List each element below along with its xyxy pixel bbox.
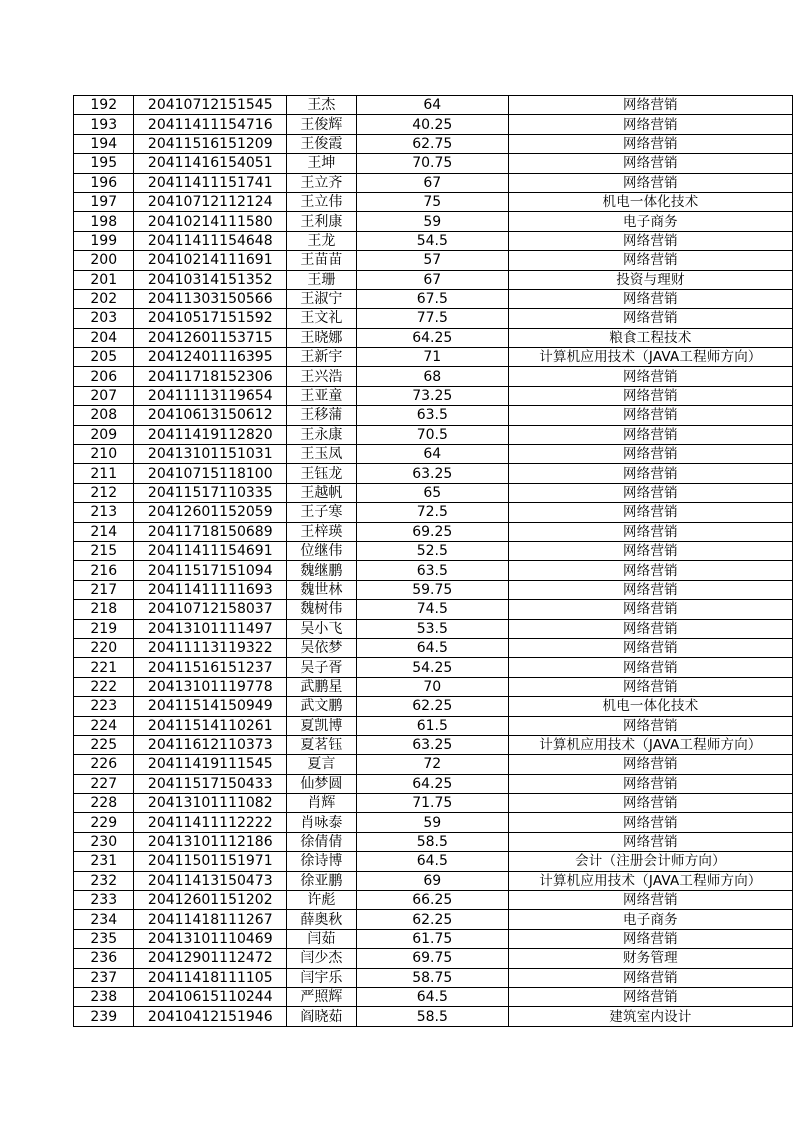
table-row	[74, 580, 793, 599]
table-row	[74, 231, 793, 250]
student-id-cell: 20411516151237	[134, 658, 287, 677]
student-id-cell: 20411517151094	[134, 561, 287, 580]
student-id-cell: 20411411154716	[134, 115, 287, 134]
table-row	[74, 852, 793, 871]
score-cell: 64.5	[356, 638, 508, 657]
table-row	[74, 115, 793, 134]
student-id-cell: 20411411112222	[134, 813, 287, 832]
major-cell: 投资与理财	[508, 270, 792, 289]
row-number-cell: 201	[74, 270, 134, 289]
student-id-cell: 20411411111693	[134, 580, 287, 599]
row-number-cell: 215	[74, 541, 134, 560]
major-cell: 网络营销	[508, 445, 792, 464]
score-cell: 59	[356, 212, 508, 231]
name-cell: 王永康	[287, 425, 357, 444]
table-row	[74, 367, 793, 386]
score-cell: 68	[356, 367, 508, 386]
row-number-cell: 208	[74, 406, 134, 425]
student-id-cell: 20413101111082	[134, 794, 287, 813]
score-cell: 71	[356, 348, 508, 367]
score-cell: 61.75	[356, 929, 508, 948]
row-number-cell: 205	[74, 348, 134, 367]
name-cell: 闫宇乐	[287, 968, 357, 987]
name-cell: 王立齐	[287, 173, 357, 192]
student-id-cell: 20413101110469	[134, 929, 287, 948]
student-id-cell: 20411411154648	[134, 231, 287, 250]
score-cell: 69.75	[356, 949, 508, 968]
name-cell: 严照辉	[287, 987, 357, 1006]
row-number-cell: 196	[74, 173, 134, 192]
row-number-cell: 213	[74, 503, 134, 522]
major-cell: 建筑室内设计	[508, 1007, 792, 1026]
table-row	[74, 173, 793, 192]
student-id-cell: 20411516151209	[134, 134, 287, 153]
table-row	[74, 697, 793, 716]
student-id-cell: 20412601152059	[134, 503, 287, 522]
table-row	[74, 891, 793, 910]
score-cell: 71.75	[356, 794, 508, 813]
row-number-cell: 218	[74, 600, 134, 619]
student-id-cell: 20411514110261	[134, 716, 287, 735]
name-cell: 闫少杰	[287, 949, 357, 968]
major-cell: 网络营销	[508, 289, 792, 308]
student-id-cell: 20411514150949	[134, 697, 287, 716]
table-row	[74, 192, 793, 211]
student-id-cell: 20411517150433	[134, 774, 287, 793]
student-id-cell: 20410712151545	[134, 96, 287, 115]
name-cell: 王坤	[287, 154, 357, 173]
score-cell: 63.25	[356, 735, 508, 754]
name-cell: 王新宇	[287, 348, 357, 367]
table-row	[74, 464, 793, 483]
name-cell: 王亚童	[287, 386, 357, 405]
table-row	[74, 755, 793, 774]
major-cell: 网络营销	[508, 619, 792, 638]
name-cell: 王梓瑛	[287, 522, 357, 541]
student-id-cell: 20412601153715	[134, 328, 287, 347]
table-row	[74, 1007, 793, 1026]
student-id-cell: 20410715118100	[134, 464, 287, 483]
major-cell: 网络营销	[508, 658, 792, 677]
major-cell: 网络营销	[508, 638, 792, 657]
table-row	[74, 910, 793, 929]
table-row	[74, 929, 793, 948]
name-cell: 夏茗钰	[287, 735, 357, 754]
name-cell: 王子寒	[287, 503, 357, 522]
student-id-cell: 20411411154691	[134, 541, 287, 560]
table-row	[74, 328, 793, 347]
major-cell: 网络营销	[508, 309, 792, 328]
major-cell: 网络营销	[508, 96, 792, 115]
row-number-cell: 236	[74, 949, 134, 968]
major-cell: 网络营销	[508, 367, 792, 386]
score-cell: 74.5	[356, 600, 508, 619]
name-cell: 王杰	[287, 96, 357, 115]
score-cell: 64.5	[356, 987, 508, 1006]
table-row	[74, 309, 793, 328]
student-id-cell: 20411517110335	[134, 483, 287, 502]
major-cell: 计算机应用技术（JAVA工程师方向）	[508, 871, 792, 890]
table-row	[74, 522, 793, 541]
score-cell: 69	[356, 871, 508, 890]
row-number-cell: 200	[74, 251, 134, 270]
name-cell: 许彪	[287, 891, 357, 910]
score-cell: 64	[356, 96, 508, 115]
row-number-cell: 235	[74, 929, 134, 948]
row-number-cell: 224	[74, 716, 134, 735]
major-cell: 计算机应用技术（JAVA工程师方向）	[508, 735, 792, 754]
score-cell: 70	[356, 677, 508, 696]
row-number-cell: 221	[74, 658, 134, 677]
score-cell: 61.5	[356, 716, 508, 735]
student-id-cell: 20412901112472	[134, 949, 287, 968]
table-row	[74, 638, 793, 657]
score-cell: 59	[356, 813, 508, 832]
row-number-cell: 233	[74, 891, 134, 910]
row-number-cell: 223	[74, 697, 134, 716]
major-cell: 会计（注册会计师方向）	[508, 852, 792, 871]
score-cell: 64.25	[356, 328, 508, 347]
major-cell: 电子商务	[508, 910, 792, 929]
major-cell: 网络营销	[508, 522, 792, 541]
major-cell: 粮食工程技术	[508, 328, 792, 347]
score-cell: 69.25	[356, 522, 508, 541]
student-id-cell: 20410214111580	[134, 212, 287, 231]
row-number-cell: 206	[74, 367, 134, 386]
table-row	[74, 348, 793, 367]
score-cell: 62.75	[356, 134, 508, 153]
score-cell: 72.5	[356, 503, 508, 522]
student-id-cell: 20411418111105	[134, 968, 287, 987]
name-cell: 魏继鹏	[287, 561, 357, 580]
score-cell: 72	[356, 755, 508, 774]
row-number-cell: 220	[74, 638, 134, 657]
major-cell: 财务管理	[508, 949, 792, 968]
student-id-cell: 20410214111691	[134, 251, 287, 270]
name-cell: 位继伟	[287, 541, 357, 560]
major-cell: 网络营销	[508, 386, 792, 405]
name-cell: 王珊	[287, 270, 357, 289]
score-table-body	[74, 96, 793, 1027]
name-cell: 王俊霞	[287, 134, 357, 153]
table-row	[74, 832, 793, 851]
score-cell: 77.5	[356, 309, 508, 328]
table-row	[74, 949, 793, 968]
major-cell: 网络营销	[508, 716, 792, 735]
name-cell: 阎晓茹	[287, 1007, 357, 1026]
student-id-cell: 20410712112124	[134, 192, 287, 211]
major-cell: 网络营销	[508, 115, 792, 134]
major-cell: 网络营销	[508, 891, 792, 910]
name-cell: 王龙	[287, 231, 357, 250]
major-cell: 网络营销	[508, 134, 792, 153]
table-row	[74, 968, 793, 987]
name-cell: 徐倩倩	[287, 832, 357, 851]
score-cell: 53.5	[356, 619, 508, 638]
table-row	[74, 212, 793, 231]
table-row	[74, 251, 793, 270]
name-cell: 闫茹	[287, 929, 357, 948]
table-row	[74, 425, 793, 444]
major-cell: 网络营销	[508, 503, 792, 522]
row-number-cell: 229	[74, 813, 134, 832]
name-cell: 王俊辉	[287, 115, 357, 134]
major-cell: 网络营销	[508, 541, 792, 560]
student-id-cell: 20411113119322	[134, 638, 287, 657]
major-cell: 网络营销	[508, 600, 792, 619]
table-row	[74, 716, 793, 735]
score-cell: 54.5	[356, 231, 508, 250]
score-cell: 63.5	[356, 406, 508, 425]
student-id-cell: 20411303150566	[134, 289, 287, 308]
table-row	[74, 677, 793, 696]
row-number-cell: 227	[74, 774, 134, 793]
table-row	[74, 406, 793, 425]
score-cell: 70.5	[356, 425, 508, 444]
name-cell: 吴子胥	[287, 658, 357, 677]
table-row	[74, 658, 793, 677]
name-cell: 夏凯博	[287, 716, 357, 735]
row-number-cell: 192	[74, 96, 134, 115]
major-cell: 计算机应用技术（JAVA工程师方向）	[508, 348, 792, 367]
row-number-cell: 217	[74, 580, 134, 599]
row-number-cell: 211	[74, 464, 134, 483]
major-cell: 网络营销	[508, 987, 792, 1006]
name-cell: 肖辉	[287, 794, 357, 813]
major-cell: 网络营销	[508, 832, 792, 851]
score-cell: 52.5	[356, 541, 508, 560]
row-number-cell: 204	[74, 328, 134, 347]
name-cell: 武鹏星	[287, 677, 357, 696]
table-row	[74, 154, 793, 173]
student-id-cell: 20410314151352	[134, 270, 287, 289]
student-id-cell: 20411113119654	[134, 386, 287, 405]
score-cell: 63.25	[356, 464, 508, 483]
name-cell: 王钰龙	[287, 464, 357, 483]
score-cell: 58.5	[356, 832, 508, 851]
major-cell: 网络营销	[508, 677, 792, 696]
student-id-cell: 20411418111267	[134, 910, 287, 929]
row-number-cell: 226	[74, 755, 134, 774]
row-number-cell: 193	[74, 115, 134, 134]
name-cell: 王文礼	[287, 309, 357, 328]
major-cell: 网络营销	[508, 755, 792, 774]
table-row	[74, 386, 793, 405]
major-cell: 网络营销	[508, 173, 792, 192]
student-id-cell: 20412401116395	[134, 348, 287, 367]
student-id-cell: 20411612110373	[134, 735, 287, 754]
major-cell: 机电一体化技术	[508, 192, 792, 211]
row-number-cell: 210	[74, 445, 134, 464]
table-row	[74, 503, 793, 522]
score-cell: 57	[356, 251, 508, 270]
student-id-cell: 20410412151946	[134, 1007, 287, 1026]
student-id-cell: 20411419111545	[134, 755, 287, 774]
table-row	[74, 541, 793, 560]
table-row	[74, 445, 793, 464]
major-cell: 网络营销	[508, 483, 792, 502]
row-number-cell: 198	[74, 212, 134, 231]
student-id-cell: 20410712158037	[134, 600, 287, 619]
table-row	[74, 871, 793, 890]
student-id-cell: 20411501151971	[134, 852, 287, 871]
row-number-cell: 230	[74, 832, 134, 851]
row-number-cell: 203	[74, 309, 134, 328]
student-id-cell: 20413101111497	[134, 619, 287, 638]
score-cell: 70.75	[356, 154, 508, 173]
table-row	[74, 774, 793, 793]
name-cell: 薛奥秋	[287, 910, 357, 929]
score-cell: 58.75	[356, 968, 508, 987]
name-cell: 王苗苗	[287, 251, 357, 270]
name-cell: 王玉凤	[287, 445, 357, 464]
student-id-cell: 20410613150612	[134, 406, 287, 425]
table-row	[74, 619, 793, 638]
name-cell: 王兴浩	[287, 367, 357, 386]
score-cell: 63.5	[356, 561, 508, 580]
row-number-cell: 232	[74, 871, 134, 890]
table-row	[74, 289, 793, 308]
row-number-cell: 222	[74, 677, 134, 696]
student-id-cell: 20410517151592	[134, 309, 287, 328]
score-cell: 64.25	[356, 774, 508, 793]
table-row	[74, 270, 793, 289]
row-number-cell: 199	[74, 231, 134, 250]
student-id-cell: 20411413150473	[134, 871, 287, 890]
name-cell: 徐诗博	[287, 852, 357, 871]
student-id-cell: 20413101112186	[134, 832, 287, 851]
name-cell: 王淑宁	[287, 289, 357, 308]
major-cell: 网络营销	[508, 464, 792, 483]
name-cell: 魏世林	[287, 580, 357, 599]
row-number-cell: 212	[74, 483, 134, 502]
student-id-cell: 20413101119778	[134, 677, 287, 696]
major-cell: 机电一体化技术	[508, 697, 792, 716]
row-number-cell: 209	[74, 425, 134, 444]
table-row	[74, 987, 793, 1006]
name-cell: 王移蒲	[287, 406, 357, 425]
score-cell: 75	[356, 192, 508, 211]
major-cell: 网络营销	[508, 774, 792, 793]
name-cell: 徐亚鹏	[287, 871, 357, 890]
row-number-cell: 195	[74, 154, 134, 173]
row-number-cell: 197	[74, 192, 134, 211]
table-row	[74, 561, 793, 580]
student-id-cell: 20411416154051	[134, 154, 287, 173]
row-number-cell: 234	[74, 910, 134, 929]
name-cell: 夏言	[287, 755, 357, 774]
table-row	[74, 794, 793, 813]
major-cell: 网络营销	[508, 580, 792, 599]
score-table	[73, 95, 793, 1027]
row-number-cell: 214	[74, 522, 134, 541]
row-number-cell: 238	[74, 987, 134, 1006]
score-cell: 67	[356, 270, 508, 289]
table-row	[74, 600, 793, 619]
name-cell: 王利康	[287, 212, 357, 231]
major-cell: 网络营销	[508, 231, 792, 250]
row-number-cell: 231	[74, 852, 134, 871]
name-cell: 魏树伟	[287, 600, 357, 619]
score-cell: 54.25	[356, 658, 508, 677]
score-cell: 67	[356, 173, 508, 192]
row-number-cell: 239	[74, 1007, 134, 1026]
score-cell: 64	[356, 445, 508, 464]
score-cell: 40.25	[356, 115, 508, 134]
score-cell: 62.25	[356, 697, 508, 716]
table-row	[74, 735, 793, 754]
major-cell: 网络营销	[508, 929, 792, 948]
major-cell: 网络营销	[508, 968, 792, 987]
score-cell: 62.25	[356, 910, 508, 929]
major-cell: 网络营销	[508, 794, 792, 813]
row-number-cell: 216	[74, 561, 134, 580]
student-id-cell: 20411411151741	[134, 173, 287, 192]
table-row	[74, 134, 793, 153]
score-cell: 65	[356, 483, 508, 502]
row-number-cell: 194	[74, 134, 134, 153]
student-id-cell: 20410615110244	[134, 987, 287, 1006]
name-cell: 仙梦圆	[287, 774, 357, 793]
student-id-cell: 20411718152306	[134, 367, 287, 386]
major-cell: 网络营销	[508, 561, 792, 580]
score-cell: 73.25	[356, 386, 508, 405]
name-cell: 吴小飞	[287, 619, 357, 638]
table-row	[74, 483, 793, 502]
table-row	[74, 813, 793, 832]
student-id-cell: 20411718150689	[134, 522, 287, 541]
major-cell: 网络营销	[508, 154, 792, 173]
major-cell: 电子商务	[508, 212, 792, 231]
major-cell: 网络营销	[508, 813, 792, 832]
name-cell: 吴依梦	[287, 638, 357, 657]
row-number-cell: 207	[74, 386, 134, 405]
score-cell: 64.5	[356, 852, 508, 871]
score-cell: 58.5	[356, 1007, 508, 1026]
table-row	[74, 96, 793, 115]
row-number-cell: 237	[74, 968, 134, 987]
major-cell: 网络营销	[508, 251, 792, 270]
score-cell: 66.25	[356, 891, 508, 910]
student-id-cell: 20413101151031	[134, 445, 287, 464]
score-cell: 67.5	[356, 289, 508, 308]
name-cell: 王晓娜	[287, 328, 357, 347]
row-number-cell: 225	[74, 735, 134, 754]
row-number-cell: 202	[74, 289, 134, 308]
student-id-cell: 20412601151202	[134, 891, 287, 910]
name-cell: 王立伟	[287, 192, 357, 211]
name-cell: 武文鹏	[287, 697, 357, 716]
name-cell: 王越帆	[287, 483, 357, 502]
score-cell: 59.75	[356, 580, 508, 599]
row-number-cell: 228	[74, 794, 134, 813]
name-cell: 肖咏泰	[287, 813, 357, 832]
major-cell: 网络营销	[508, 425, 792, 444]
student-id-cell: 20411419112820	[134, 425, 287, 444]
major-cell: 网络营销	[508, 406, 792, 425]
row-number-cell: 219	[74, 619, 134, 638]
